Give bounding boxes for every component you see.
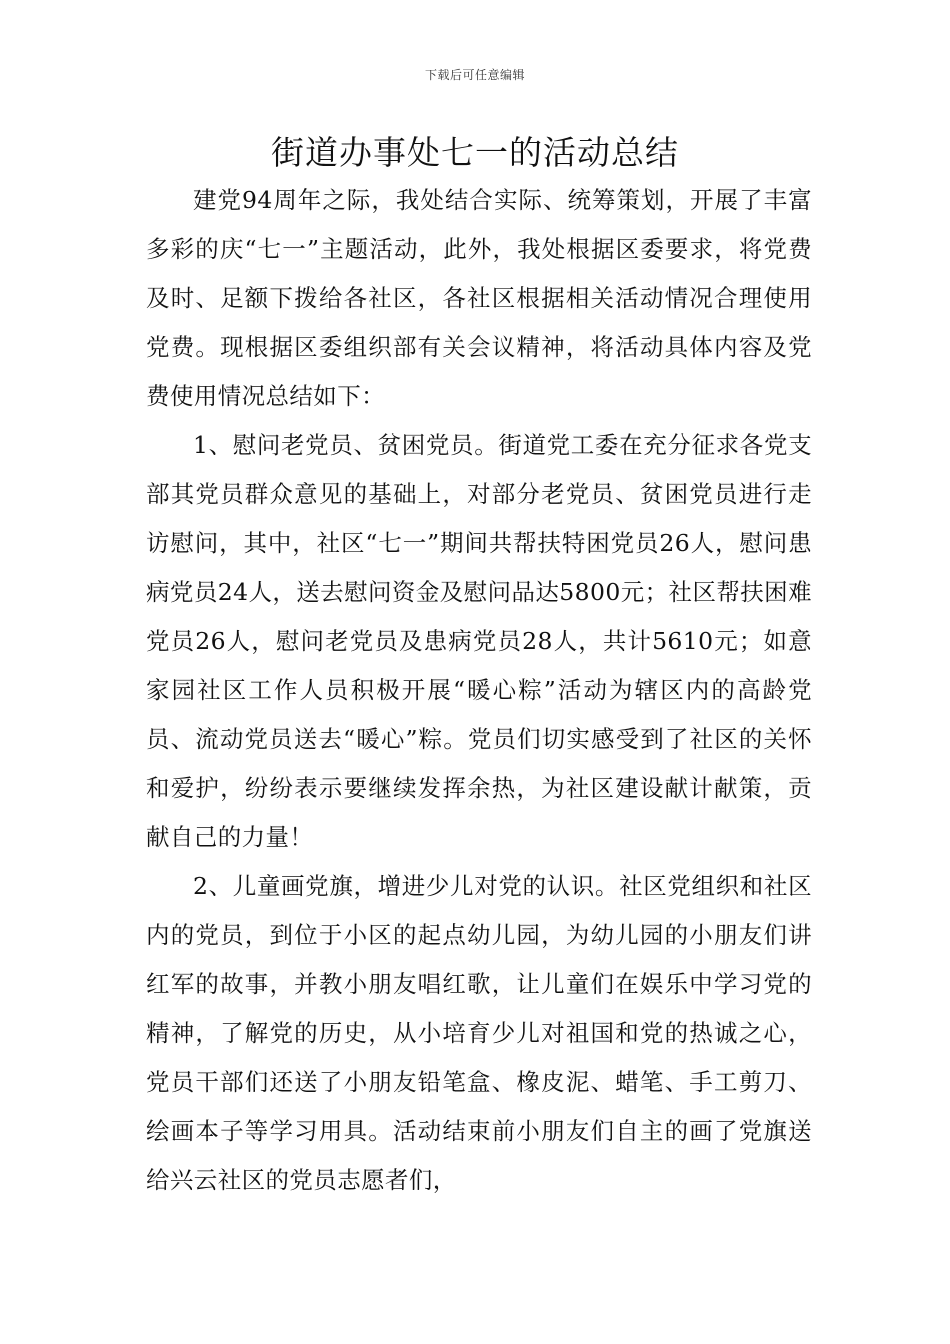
paragraph-item-2: 2、儿童画党旗，增进少儿对党的认识。社区党组织和社区内的党员，到位于小区的起点幼儿园，为幼儿园的小朋友们讲红军的故事，并教小朋友唱红歌，让儿童们在娱乐中学习党的精神，了解党的历史，从小培育少儿对祖国和党的热诚之心，党员干部们还送了小朋友铅笔盒、橡皮泥、蜡笔、手工剪刀、绘画本子等学习用具。活动结束前小朋友们自主的画了党旗送给兴云社区的党员志愿者们， bbox=[146, 872, 812, 1194]
paragraph-item-1: 1、慰问老党员、贫困党员。街道党工委在充分征求各党支部其党员群众意见的基础上，对部分老党员、贫困党员进行走访慰问，其中，社区“七一”期间共帮扶特困党员26人，慰问患病党员24人，送去慰问资金及慰问品达5800元；社区帮扶困难党员26人，慰问老党员及患病党员28人，共计5610元；如意家园社区工作人员积极开展“暖心粽”活动为辖区内的高龄党员、流动党员送去“暖心”粽。党员们切实感受到了社区的关怀和爱护，纷纷表示要继续发挥余热，为社区建设献计献策，贡献自己的力量！ bbox=[146, 431, 812, 851]
paragraph-intro: 建党94周年之际，我处结合实际、统筹策划，开展了丰富多彩的庆“七一”主题活动，此外，我处根据区委要求，将党费及时、足额下拨给各社区，各社区根据相关活动情况合理使用党费。现根据区委组织部有关会议精神，将活动具体内容及党费使用情况总结如下： bbox=[146, 186, 812, 410]
page-header-note: 下载后可任意编辑 bbox=[424, 68, 525, 82]
document-title: 街道办事处七一的活动总结 bbox=[271, 133, 679, 172]
document-body bbox=[146, 176, 812, 1205]
